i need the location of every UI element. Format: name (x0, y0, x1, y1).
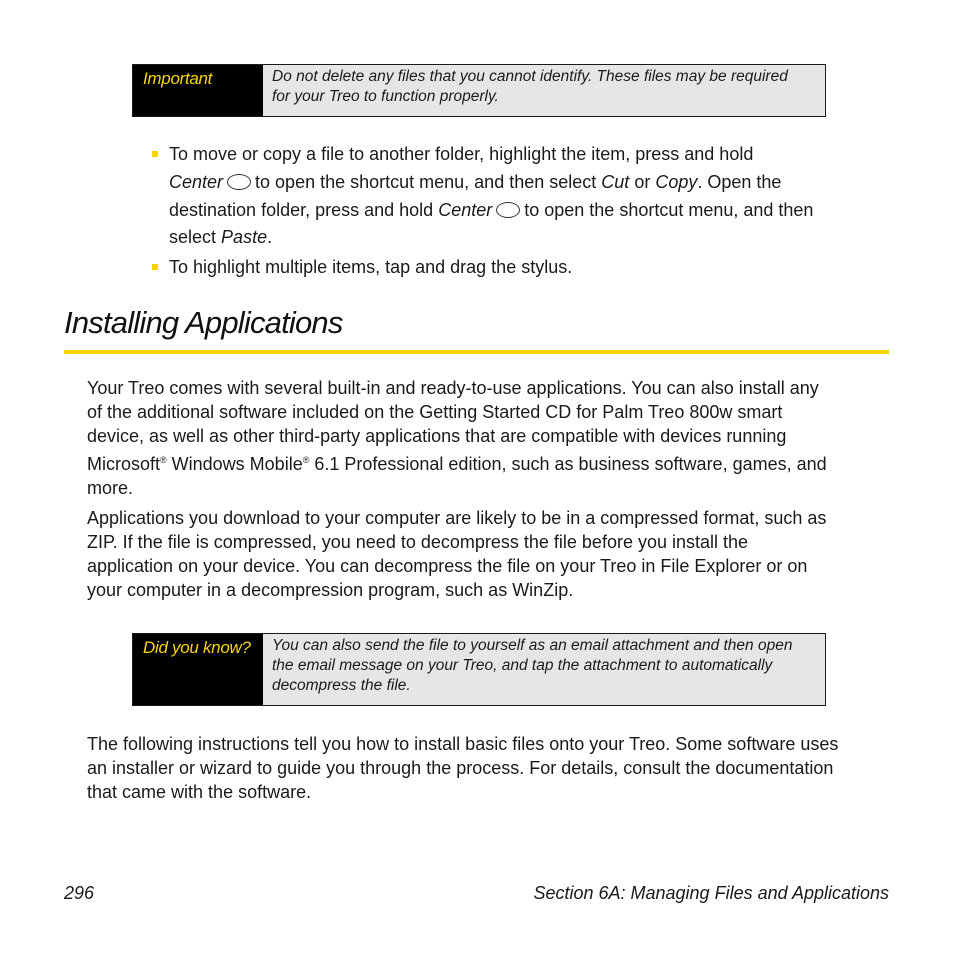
bullet-line (169, 140, 890, 168)
para-line: device, as well as other third-party applications that are compatible with devices running (87, 426, 787, 446)
text: . Open the (697, 172, 782, 192)
section-heading: Installing Applications (64, 305, 343, 340)
para-line: Your Treo comes with several built-in and ready-to-use applications. You can also install any (87, 378, 819, 398)
center-key-label: Center (438, 200, 493, 220)
note-label: Important (133, 65, 263, 116)
para-line: that came with the software. (87, 782, 312, 802)
center-button-icon (227, 174, 251, 190)
important-note (132, 64, 826, 117)
para-line: an installer or wizard to guide you through the process. For details, consult the documentation (87, 758, 834, 778)
para-line: The following instructions tell you how to install basic files onto your Treo. Some software uses (87, 734, 839, 754)
para-line: application on your device. You can decompress the file on your Treo in File Explorer or on (87, 556, 808, 576)
bullet-marker (152, 151, 158, 157)
intro-paragraph (87, 376, 887, 500)
cut-command: Cut (601, 172, 630, 192)
registered-mark: ® (160, 455, 167, 465)
note-line: for your Treo to function properly. (272, 88, 499, 105)
para-line: of the additional software included on the Getting Started CD for Palm Treo 800w smart (87, 402, 783, 422)
bullet-item-move-copy (150, 140, 890, 250)
note-body (263, 634, 825, 705)
copy-command: Copy (655, 172, 698, 192)
para-line: your computer in a decompression program, such as WinZip. (87, 580, 574, 600)
paste-command: Paste (221, 227, 268, 247)
center-key-label: Center (169, 172, 224, 192)
bullet-list (150, 140, 890, 280)
text: select (169, 227, 217, 247)
note-line: You can also send the file to yourself as an email attachment and then open (272, 637, 793, 654)
registered-mark: ® (302, 455, 310, 465)
section-title: Section 6A: Managing Files and Applications (533, 883, 889, 903)
text: or (634, 172, 651, 192)
note-body (263, 65, 825, 116)
compressed-files-paragraph (87, 506, 887, 602)
bullet-line (169, 196, 890, 224)
para-line (87, 448, 887, 476)
para-line: ZIP. If the file is compressed, you need to decompress the file before you install the (87, 532, 749, 552)
center-button-icon (496, 202, 520, 218)
instructions-paragraph (87, 732, 887, 804)
bullet-item-highlight (150, 254, 890, 280)
note-line: decompress the file. (272, 677, 411, 694)
note-line: the email message on your Treo, and tap the attachment to automatically (272, 657, 773, 674)
text: 6.1 Professional edition, such as business software, games, and (309, 454, 827, 474)
note-line: Do not delete any files that you cannot identify. These files may be required (272, 68, 788, 85)
text: Microsoft (87, 454, 161, 474)
text: Windows Mobile (166, 454, 303, 474)
para-line: more. (87, 478, 134, 498)
did-you-know-note (132, 633, 826, 706)
text: to open the shortcut menu, and then select (255, 172, 597, 192)
bullet-line (169, 168, 890, 196)
page-number: 296 (64, 883, 95, 903)
text: To move or copy a file to another folder, highlight the item, press and hold (169, 144, 754, 164)
note-label: Did you know? (133, 634, 263, 705)
bullet-marker (152, 264, 158, 270)
text: to open the shortcut menu, and then (524, 200, 814, 220)
text: destination folder, press and hold (169, 200, 434, 220)
heading-rule (64, 350, 889, 354)
text: . (267, 227, 273, 247)
bullet-line: To highlight multiple items, tap and drag the stylus. (169, 257, 573, 277)
bullet-line (169, 224, 890, 250)
para-line: Applications you download to your computer are likely to be in a compressed format, such as (87, 508, 827, 528)
